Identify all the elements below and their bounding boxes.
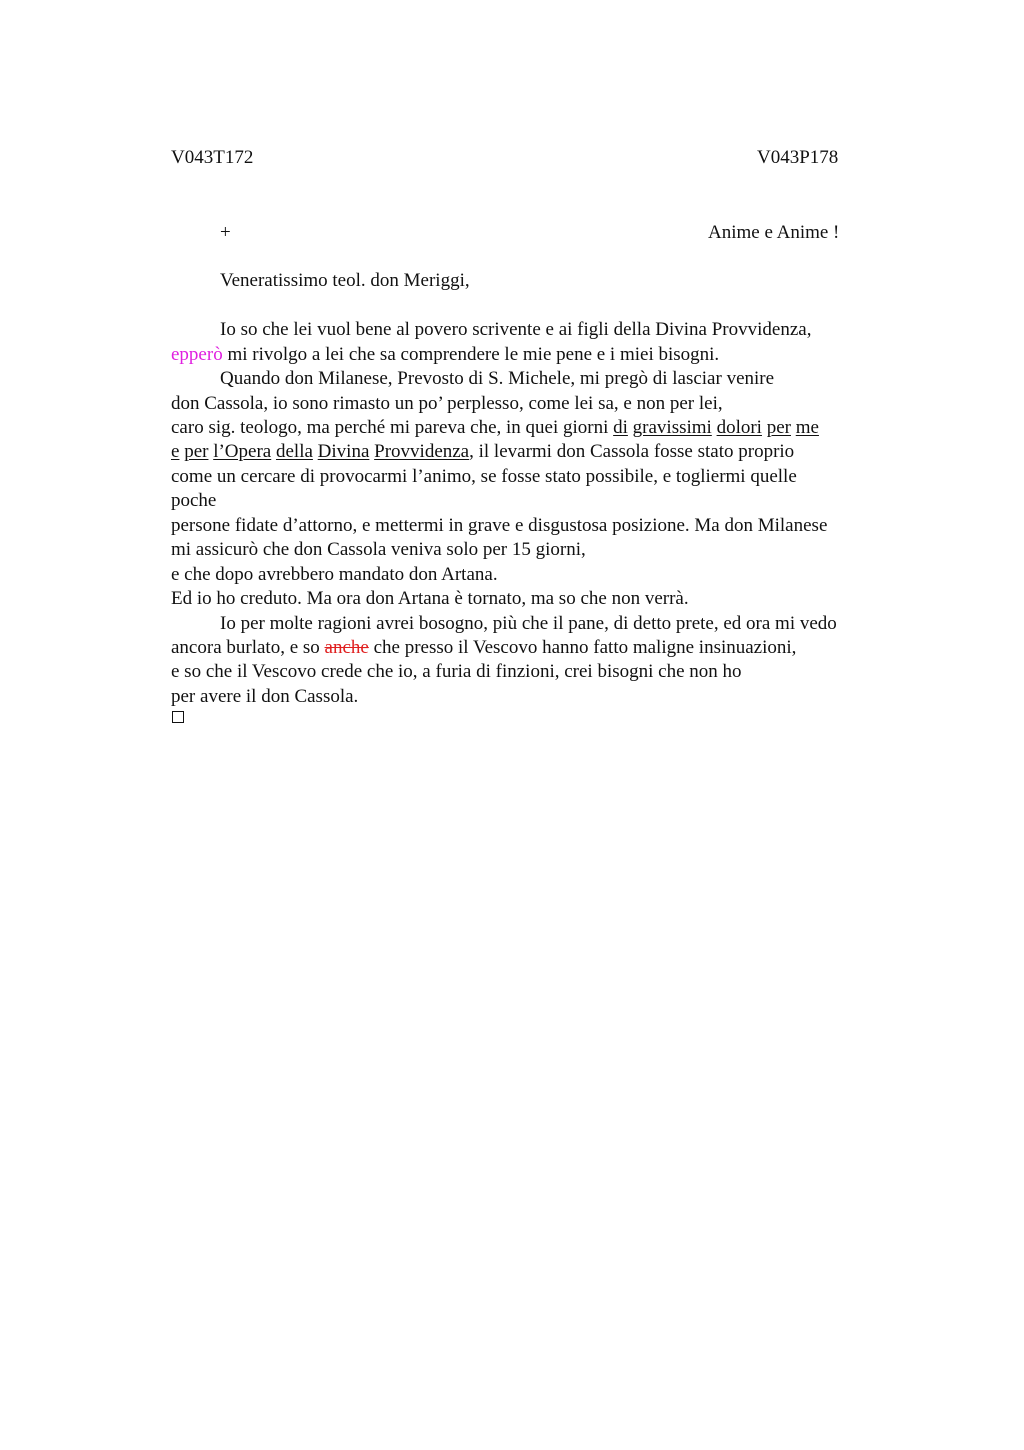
underlined-word: per (766, 417, 791, 438)
underlined-word: di (613, 417, 628, 438)
body-line: poche (171, 490, 217, 511)
line-text: , il levarmi don Cassola fosse stato proprio (469, 441, 795, 462)
underlined-word: Provvidenza (374, 441, 470, 462)
underlined-word: Divina (317, 441, 370, 462)
body-line (171, 637, 796, 659)
body-line: Io so che lei vuol bene al povero scrivente e ai figli della Divina Provvidenza, (220, 319, 812, 340)
struck-word: anche (324, 637, 369, 658)
underlined-word: me (795, 417, 819, 438)
body-line (171, 441, 794, 463)
body-line: Io per molte ragioni avrei bosogno, più che il pane, di detto prete, ed ora mi vedo (220, 613, 837, 634)
body-line: Ed io ho creduto. Ma ora don Artana è tornato, ma so che non verrà. (171, 588, 689, 609)
body-line: per avere il don Cassola. (171, 686, 359, 707)
document-code-left: V043T172 (171, 147, 254, 168)
body-line: mi assicurò che don Cassola veniva solo per 15 giorni, (171, 539, 586, 560)
line-text: mi rivolgo a lei che sa comprendere le mie pene e i miei bisogni. (222, 344, 720, 365)
highlighted-word: epperò (171, 344, 223, 365)
underlined-word: della (275, 441, 313, 462)
body-line: persone fidate d’attorno, e mettermi in grave e disgustosa posizione. Ma don Milanese (171, 515, 828, 536)
underlined-word: e (171, 441, 180, 462)
line-text: che presso il Vescovo hanno fatto maligne insinuazioni, (368, 637, 797, 658)
line-text: caro sig. teologo, ma perché mi pareva che, in quei giorni (171, 417, 614, 438)
body-line (171, 417, 819, 439)
body-line: come un cercare di provocarmi l’animo, se fosse stato possibile, e togliermi quelle (171, 466, 797, 487)
checkbox-icon (172, 711, 184, 723)
cross-symbol: + (220, 222, 231, 243)
line-text: ancora burlato, e so (171, 637, 325, 658)
body-line: e so che il Vescovo crede che io, a furia di finzioni, crei bisogni che non ho (171, 661, 742, 682)
underlined-word: dolori (716, 417, 762, 438)
underlined-word: l’Opera (213, 441, 272, 462)
underlined-word: per (184, 441, 209, 462)
body-line: Quando don Milanese, Prevosto di S. Michele, mi pregò di lasciar venire (220, 368, 775, 389)
underlined-word: gravissimi (632, 417, 712, 438)
salutation: Veneratissimo teol. don Meriggi, (220, 270, 470, 291)
body-line: don Cassola, io sono rimasto un po’ perplesso, come lei sa, e non per lei, (171, 393, 723, 414)
document-code-right: V043P178 (757, 147, 839, 168)
body-line (171, 344, 719, 366)
body-line: e che dopo avrebbero mandato don Artana. (171, 564, 498, 585)
motto: Anime e Anime ! (708, 222, 840, 243)
